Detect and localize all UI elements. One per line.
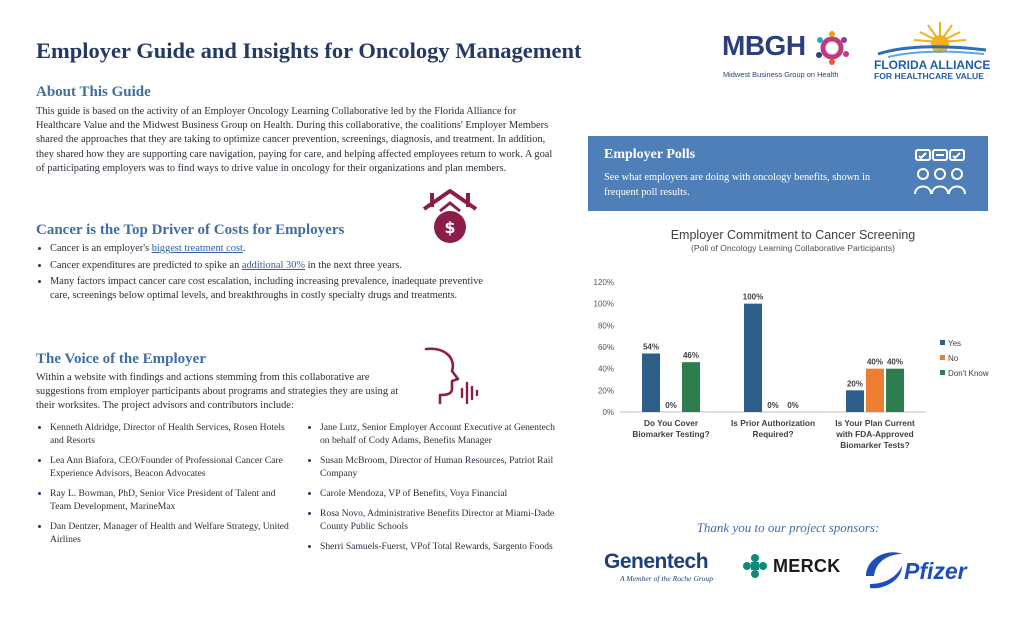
genentech-subtitle: A Member of the Roche Group bbox=[620, 574, 714, 583]
florida-alliance-line1: FLORIDA ALLIANCE bbox=[874, 58, 991, 72]
category-label: Biomarker Tests? bbox=[840, 440, 910, 450]
voice-body: Within a website with findings and actions stemming from this collaborative are suggestions from employer participants about programs and strategies they are using at their worksites. The project advisors and contributors include: bbox=[36, 372, 399, 412]
bar bbox=[642, 354, 660, 413]
y-tick-label: 120% bbox=[593, 278, 614, 287]
florida-alliance-logo bbox=[870, 20, 995, 82]
data-label: 54% bbox=[642, 342, 660, 352]
merck-wordmark: MERCK bbox=[773, 556, 841, 576]
y-tick-label: 20% bbox=[597, 386, 614, 396]
bar bbox=[682, 362, 700, 412]
pfizer-logo bbox=[862, 546, 982, 594]
y-tick-label: 100% bbox=[593, 299, 614, 309]
category-label: Required? bbox=[752, 429, 794, 439]
genentech-wordmark: Genentech bbox=[604, 550, 709, 573]
legend-label: No bbox=[948, 354, 959, 363]
sponsors-heading: Thank you to our project sponsors: bbox=[696, 520, 880, 535]
legend-swatch bbox=[940, 355, 945, 360]
costs-bullet-2: • Cancer expenditures are predicted to spike an additional 30% in the next three years. bbox=[50, 259, 490, 273]
contributor-item: • Sherri Samuels-Fuerst, VPof Total Rewards, Sargento Foods bbox=[320, 540, 565, 553]
mbgh-swirl-icon bbox=[814, 30, 850, 66]
y-tick-label: 40% bbox=[597, 364, 614, 374]
contributor-item: • Ray L. Bowman, PhD, Senior Vice President of Talent and Team Development, MarineMax bbox=[50, 487, 295, 513]
contributors-right-list bbox=[306, 421, 565, 560]
contributor-item: • Jane Lutz, Senior Employer Account Executive at Genentech on behalf of Cody Adams, Benefits Manager bbox=[320, 421, 565, 447]
data-label: 40% bbox=[886, 357, 904, 367]
data-label: 100% bbox=[742, 292, 764, 302]
screening-bar-chart bbox=[588, 220, 998, 465]
category-label: Do You Cover bbox=[643, 418, 699, 428]
page-title: Employer Guide and Insights for Oncology Management bbox=[36, 38, 582, 63]
polls-body: See what employers are doing with oncology benefits, shown in frequent poll results. bbox=[604, 172, 871, 198]
y-tick-label: 60% bbox=[597, 343, 614, 352]
bar bbox=[744, 304, 762, 412]
data-label: 0% bbox=[787, 401, 799, 410]
data-label: 0% bbox=[665, 401, 677, 410]
wave-icon bbox=[876, 44, 988, 58]
data-label: 0% bbox=[767, 401, 779, 410]
pfizer-swoosh-icon bbox=[862, 546, 906, 592]
about-body: This guide is based on the activity of an Employer Oncology Learning Collaborative led by the Florida Alliance for Healthcare Value and the Midwest Business Group on Health. During this collaborative, the coalitions' Employer Members shared the approaches that they are taking to optimize cancer prevention, screenings, diagnosis, and treatment. In addition, they shared how they are supporting care navigation, paying for care, and helping affected employees return to work. A goal of participating employers was to find ways to drive value in oncology for their organizations and plan members. bbox=[36, 106, 553, 174]
svg-text:$: $ bbox=[444, 218, 456, 237]
pfizer-wordmark: Pfizer bbox=[904, 558, 967, 584]
contributor-item: • Carole Mendoza, VP of Benefits, Voya Financial bbox=[320, 487, 565, 500]
y-tick-label: 80% bbox=[597, 321, 614, 331]
contributors-left-list bbox=[36, 421, 295, 553]
additional-30-link[interactable]: additional 30% bbox=[241, 259, 306, 271]
contributor-item: • Lea Ann Biafora, CEO/Founder of Professional Cancer Care Experience Advisors, Beacon Advocates bbox=[50, 454, 295, 480]
about-heading: About This Guide bbox=[36, 84, 151, 100]
contributor-item: • Rosa Novo, Administrative Benefits Director at Miami-Dade County Public Schools bbox=[320, 507, 565, 533]
employer-polls-banner bbox=[588, 136, 988, 211]
mbgh-wordmark: MBGH bbox=[722, 30, 806, 61]
merck-emblem-icon bbox=[742, 553, 768, 579]
category-label: with FDA-Approved bbox=[836, 429, 914, 439]
data-label: 46% bbox=[682, 351, 700, 361]
contributor-item: • Kenneth Aldridge, Director of Health Services, Rosen Hotels and Resorts bbox=[50, 421, 295, 447]
mbgh-logo bbox=[722, 30, 862, 82]
contributor-item: • Dan Dentzer, Manager of Health and Welfare Strategy, United Airlines bbox=[50, 520, 295, 546]
category-label: Is Prior Authorization bbox=[730, 418, 816, 428]
y-tick-label: 0% bbox=[602, 408, 614, 417]
category-label: Is Your Plan Current bbox=[835, 418, 915, 428]
genentech-logo bbox=[604, 550, 724, 584]
polls-heading: Employer Polls bbox=[604, 147, 696, 162]
merck-logo bbox=[742, 553, 842, 581]
legend-label: Don't Know bbox=[948, 369, 989, 378]
legend-swatch bbox=[940, 370, 945, 375]
bar bbox=[886, 369, 904, 412]
legend-label: Yes bbox=[948, 339, 962, 348]
costs-bullet-3: • Many factors impact cancer care cost escalation, including increasing prevalence, inadequate preventive care, screenings below optimal levels, and breakthroughs in costly specialty drugs and treatments. bbox=[50, 275, 490, 302]
bar bbox=[866, 369, 884, 412]
contributor-item: • Susan McBroom, Director of Human Resources, Patriot Rail Company bbox=[320, 454, 565, 480]
costs-list bbox=[36, 242, 490, 305]
poll-group-icon bbox=[914, 148, 966, 200]
voice-heading: The Voice of the Employer bbox=[36, 351, 206, 367]
money-up-icon bbox=[418, 187, 482, 249]
speaking-head-icon bbox=[420, 345, 480, 407]
bar bbox=[846, 390, 864, 412]
chart-title: Employer Commitment to Cancer Screening bbox=[670, 228, 916, 242]
data-label: 40% bbox=[866, 357, 884, 367]
chart-subtitle: (Poll of Oncology Learning Collaborative Participants) bbox=[691, 243, 895, 253]
biggest-treatment-cost-link[interactable]: biggest treatment cost bbox=[151, 243, 243, 254]
costs-bullet-1: • Cancer is an employer's biggest treatment cost. bbox=[50, 242, 490, 256]
florida-alliance-line2: FOR HEALTHCARE VALUE bbox=[874, 71, 984, 81]
legend-swatch bbox=[940, 340, 945, 345]
mbgh-subtitle: Midwest Business Group on Health bbox=[723, 70, 839, 79]
category-label: Biomarker Testing? bbox=[632, 429, 710, 439]
costs-heading: Cancer is the Top Driver of Costs for Employers bbox=[36, 222, 345, 238]
data-label: 20% bbox=[846, 379, 864, 389]
